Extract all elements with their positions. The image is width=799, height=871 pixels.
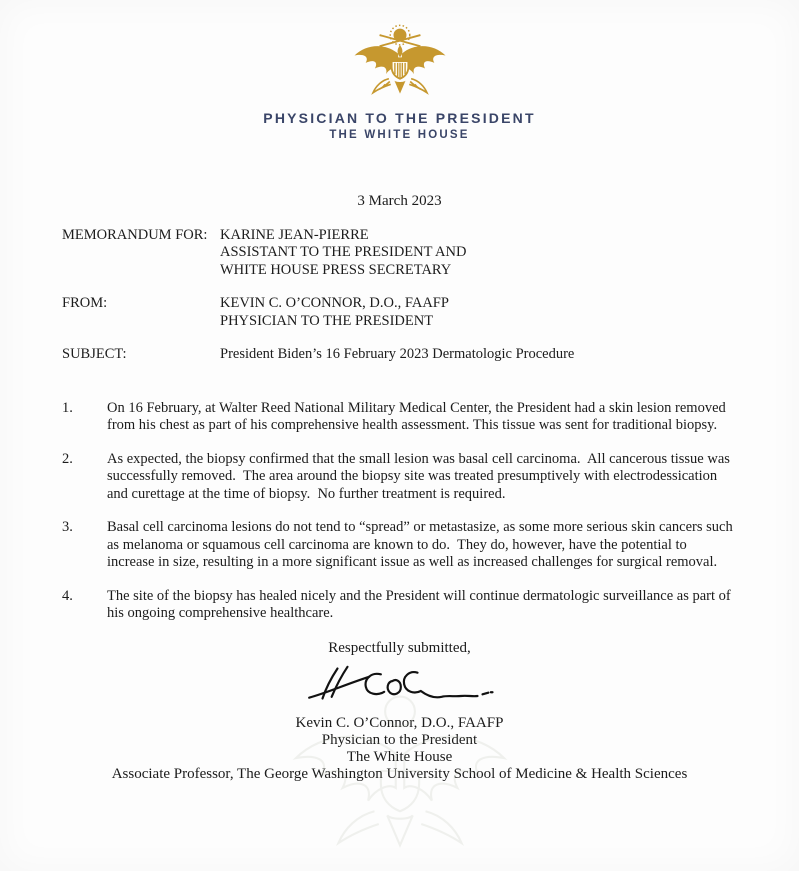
signer-title: Physician to the President	[321, 731, 478, 748]
memo-body	[0, 193, 799, 783]
memo-header-fields	[62, 227, 737, 364]
field-value	[220, 295, 737, 330]
paragraph-4	[62, 588, 737, 623]
paragraph-number: 3.	[62, 519, 73, 535]
field-value	[220, 227, 737, 280]
letterhead-title: PHYSICIAN TO THE PRESIDENT	[263, 110, 536, 126]
paragraph-number: 1.	[62, 399, 73, 416]
field-line: WHITE HOUSE PRESS SECRETARY	[220, 261, 452, 278]
field-line: President Biden’s 16 February 2023 Dermatologic Procedure	[220, 346, 575, 362]
field-label: FROM:	[62, 295, 108, 311]
field-line: KEVIN C. O’CONNOR, D.O., FAAFP	[220, 295, 449, 311]
signer-affiliation: Associate Professor, The George Washington University School of Medicine & Health Sciences	[111, 765, 688, 782]
paragraph-2	[62, 451, 737, 504]
signer-name: Kevin C. O’Connor, D.O., FAAFP	[295, 714, 504, 731]
field-line: KARINE JEAN-PIERRE	[220, 226, 369, 243]
signer-organization: The White House	[346, 748, 453, 765]
letterhead	[0, 0, 799, 141]
paragraph-text: On 16 February, at Walter Reed National Military Medical Center, the President had a skin lesion removed from his chest as part of his comprehensive health assessment. This tissue was sent for traditional biopsy.	[107, 399, 730, 433]
salutation: Respectfully submitted,	[328, 639, 471, 656]
field-value	[220, 346, 737, 364]
memo-field-from	[62, 295, 737, 330]
paragraph-text: Basal cell carcinoma lesions do not tend to “spread” or metastasize, as some more serious skin cancers such as melanoma or squamous cell carcinoma are known to do. They do, however, have the potential to increase in size, resulting in a more significant issue as well as increased challenges for surgical removal.	[107, 519, 737, 570]
field-line: PHYSICIAN TO THE PRESIDENT	[220, 312, 434, 329]
paragraph-number: 2.	[62, 450, 73, 467]
memo-field-subject	[62, 346, 737, 364]
field-label: SUBJECT:	[62, 346, 127, 362]
letterhead-subtitle: THE WHITE HOUSE	[329, 129, 470, 141]
paragraph-text: As expected, the biopsy confirmed that the small lesion was basal cell carcinoma. All cancerous tissue was successfully removed. The area around the biopsy site was treated presumptively with electrodessication and curettage at the time of biopsy. No further treatment is required.	[107, 450, 734, 502]
signature-image	[62, 659, 737, 713]
paragraph-text: The site of the biopsy has healed nicely and the President will continue dermatologic surveillance as part of his ongoing comprehensive healthcare.	[107, 587, 735, 621]
memo-field-for	[62, 227, 737, 280]
field-line: ASSISTANT TO THE PRESIDENT AND	[220, 244, 467, 260]
paragraph-3	[62, 519, 737, 572]
memo-paragraphs	[62, 400, 737, 623]
closing-block	[62, 640, 737, 783]
eagle-seal-icon	[0, 24, 799, 100]
paragraph-number: 4.	[62, 587, 73, 604]
paragraph-1	[62, 400, 737, 435]
memo-date: 3 March 2023	[357, 193, 442, 209]
field-label: MEMORANDUM FOR:	[62, 226, 208, 243]
